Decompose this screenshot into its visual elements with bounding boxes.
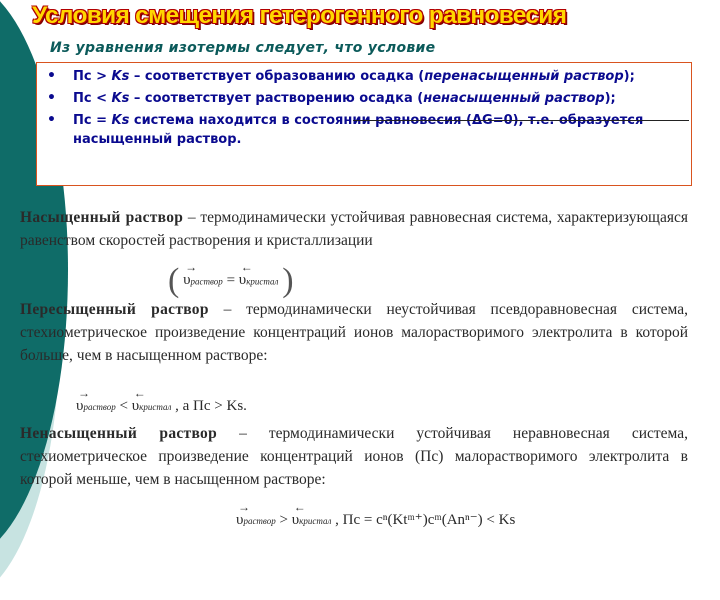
condition-tail: ); — [604, 91, 616, 106]
formula-sub-crystallization: кристал — [246, 276, 279, 287]
conditions-list — [37, 63, 691, 149]
formula-tail: , а Пс > Ks. — [175, 398, 247, 414]
term-unsaturated: Ненасыщенный раствор — [20, 425, 218, 442]
formula-sub-dissolution: раствор — [190, 276, 223, 287]
bullet-dot-icon: • — [47, 90, 56, 106]
saturated-paragraph — [20, 206, 688, 252]
condition-state: перенасыщенный раствор — [424, 69, 624, 84]
divider-line — [353, 120, 689, 121]
oversaturated-paragraph — [20, 298, 688, 367]
bullet-dot-icon: • — [47, 68, 56, 84]
condition-desc: система находится в состоянии равновесия (ΔG=0), т.е. образуется насыщенный раствор. — [73, 113, 644, 147]
condition-desc: – соответствует образованию осадка ( — [129, 69, 425, 84]
condition-ks: Ks — [111, 91, 130, 106]
term-saturated: Насыщенный раствор — [20, 209, 184, 226]
oversaturated-definition: – термодинамически неустойчивая псевдоравновесная система, стехиометрическое произведение концентраций ионов малорастворимого электролита в которой больше, чем в насыщенном растворе: — [20, 301, 688, 364]
slide-subtitle: Из уравнения изотермы следует, что условие — [50, 40, 436, 56]
formula-sub-crystallization: кристал — [299, 516, 332, 526]
condition-item-oversaturated — [47, 67, 683, 86]
formula-sub-crystallization: кристал — [139, 402, 172, 412]
condition-item-saturated — [47, 111, 683, 149]
condition-desc: – соответствует растворению осадка ( — [129, 91, 424, 106]
unsaturated-paragraph — [20, 422, 688, 491]
formula-tail: , Пс = cⁿ(Ktᵐ⁺)cᵐ(Anⁿ⁻) < Ks — [335, 512, 516, 528]
formula-sub-dissolution: раствор — [83, 402, 116, 412]
condition-tail: ); — [623, 69, 635, 84]
unsaturated-definition: – термодинамически устойчивая неравновесная система, стехиометрическое произведение концентраций ионов (Пс) малорастворимого электролита в которой меньше, чем в насыщенном растворе: — [20, 425, 688, 488]
condition-lhs: Пс > — [73, 69, 112, 84]
formula-operator: < — [119, 398, 132, 414]
formula-unsaturated: → υраствор > ← υкристал , Пс = cⁿ(Ktᵐ⁺)cᵐ(Anⁿ⁻) < Ks — [236, 500, 516, 528]
formula-operator: = — [226, 272, 239, 289]
condition-state: ненасыщенный раствор — [423, 91, 605, 106]
condition-lhs: Пс < — [73, 91, 112, 106]
formula-sub-dissolution: раствор — [243, 516, 276, 526]
condition-ks: Ks — [111, 113, 130, 128]
bullet-dot-icon: • — [47, 112, 56, 128]
conditions-box — [36, 62, 692, 186]
condition-ks: Ks — [111, 69, 130, 84]
saturated-definition: – термодинамически устойчивая равновесная система, характеризующаяся равенством скоростей растворения и кристаллизации — [20, 209, 689, 249]
term-oversaturated: Пересыщенный раствор — [20, 301, 209, 318]
formula-oversaturated: → υраствор < ← υкристал , а Пс > Ks. — [76, 386, 247, 414]
textbook-scan — [20, 200, 710, 540]
formula-equilibrium: ( → υраствор = ← υкристал ) — [168, 260, 294, 299]
condition-lhs: Пс = — [73, 113, 112, 128]
formula-operator: > — [279, 512, 292, 528]
slide-title: Условия смещения гетерогенного равновесия — [32, 2, 567, 29]
condition-item-unsaturated — [47, 89, 683, 108]
